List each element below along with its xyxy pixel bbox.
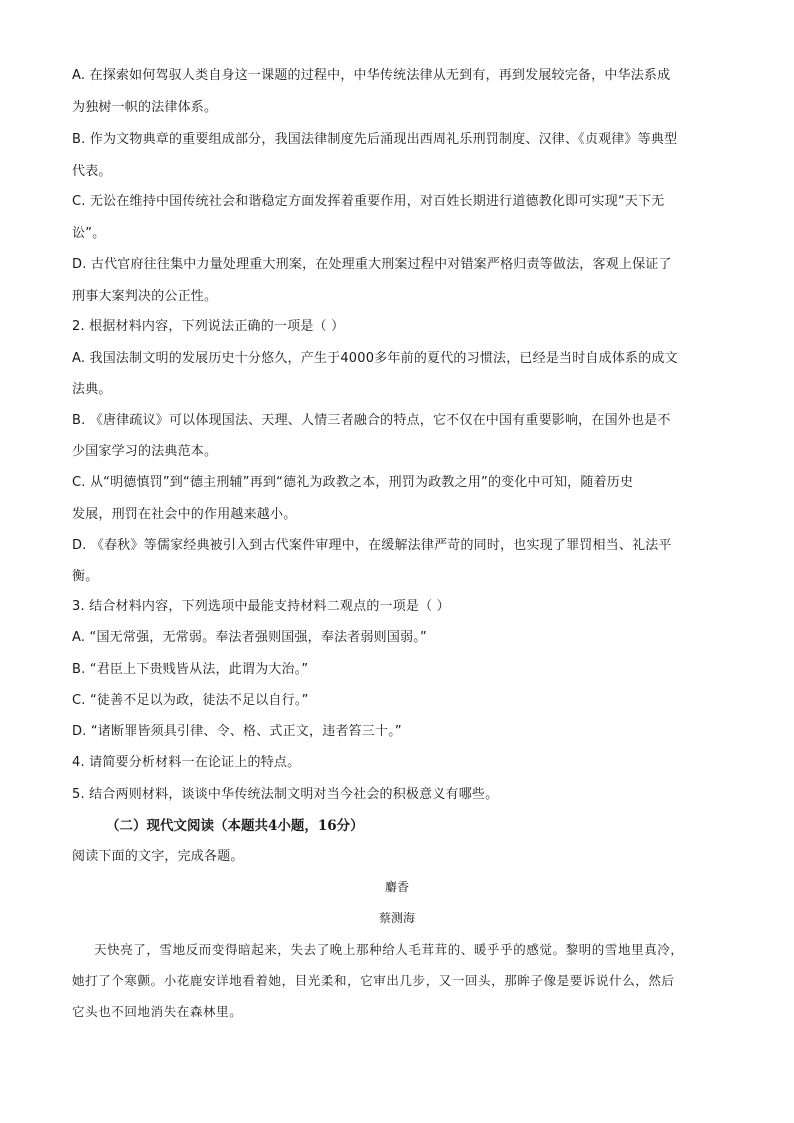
q5-stem: 5. 结合两则材料，谈谈中华传统法制文明对当今社会的积极意义有哪些。: [72, 787, 499, 802]
q1-option-b-line1: B. 作为文物典章的重要组成部分，我国法律制度先后涌现出西周礼乐刑罚制度、汉律、《贞观律》等典型: [72, 132, 678, 147]
q1-option-d-line1: D. 古代官府往往集中力量处理重大刑案，在处理重大刑案过程中对错案严格归责等做法，客观上保证了: [72, 257, 672, 272]
passage-line-3: 它头也不回地消失在森林里。: [72, 1004, 243, 1019]
passage-line-2: 她打了个寒颤。小花鹿安详地看着她，目光柔和，它审出几步，又一回头，那眸子像是要诉说什么，然后: [72, 973, 675, 988]
q2-option-d-line1: D. 《春秋》等儒家经典被引入到古代案件审理中，在缓解法律严苛的同时，也实现了罪罚相当、礼法平: [72, 538, 672, 553]
q1-option-d-line2: 刑事大案判决的公正性。: [72, 289, 218, 304]
instruction-text: 阅读下面的文字，完成各题。: [72, 849, 244, 864]
passage-line-1: 天快亮了，雪地反而变得暗起来，失去了晚上那种给人毛茸茸的、暖乎乎的感觉。黎明的雪地里真冷，: [94, 942, 684, 957]
q3-option-b: B. “君臣上下贵贱皆从法，此谓为大治。”: [72, 662, 309, 677]
q2-option-c-line1: C. 从“明德慎罚”到“德主刑辅”再到“德礼为政教之本，刑罚为政教之用”的变化中可知，随着历史: [72, 475, 634, 490]
q2-option-a-line1: A. 我国法制文明的发展历史十分悠久，产生于4000多年前的夏代的习惯法，已经是当时自成体系的成文: [72, 351, 678, 366]
q2-option-c-line2: 发展，刑罚在社会中的作用越来越小。: [72, 507, 297, 522]
section-heading: （二）现代文阅读（本题共4小题，16分）: [106, 818, 364, 834]
q1-option-b-line2: 代表。: [72, 164, 112, 179]
passage-title: 麝香: [384, 880, 409, 894]
q2-option-d-line2: 衡。: [72, 569, 99, 584]
q1-option-c-line1: C. 无讼在维持中国传统社会和谐稳定方面发挥着重要作用，对百姓长期进行道德教化即可实现“天下无: [72, 194, 665, 209]
q1-option-a-line2: 为独树一帜的法律体系。: [72, 100, 218, 115]
q1-option-a-line1: A. 在探索如何驾驭人类自身这一课题的过程中，中华传统法律从无到有，再到发展较完备，中华法系成: [72, 68, 671, 83]
q3-option-d: D. “诸断罪皆须具引律、令、格、式正文，违者笞三十。”: [72, 724, 402, 739]
q2-option-a-line2: 法典。: [72, 382, 112, 397]
q2-option-b-line2: 少国家学习的法典范本。: [72, 444, 218, 459]
q3-stem: 3. 结合材料内容，下列选项中最能支持材料二观点的一项是（ ）: [72, 599, 450, 614]
q1-option-c-line2: 讼”。: [72, 226, 106, 241]
passage-author: 蔡测海: [378, 911, 415, 925]
q2-stem: 2. 根据材料内容，下列说法正确的一项是（ ）: [72, 319, 345, 334]
q2-option-b-line1: B. 《唐律疏议》可以体现国法、天理、人情三者融合的特点，它不仅在中国有重要影响，在国外也是不: [72, 413, 671, 428]
q3-option-c: C. “徒善不足以为政，徒法不足以自行。”: [72, 693, 309, 708]
q3-option-a: A. “国无常强，无常弱。奉法者强则国强，奉法者弱则国弱。”: [72, 630, 427, 645]
q4-stem: 4. 请简要分析材料一在论证上的特点。: [72, 755, 301, 770]
